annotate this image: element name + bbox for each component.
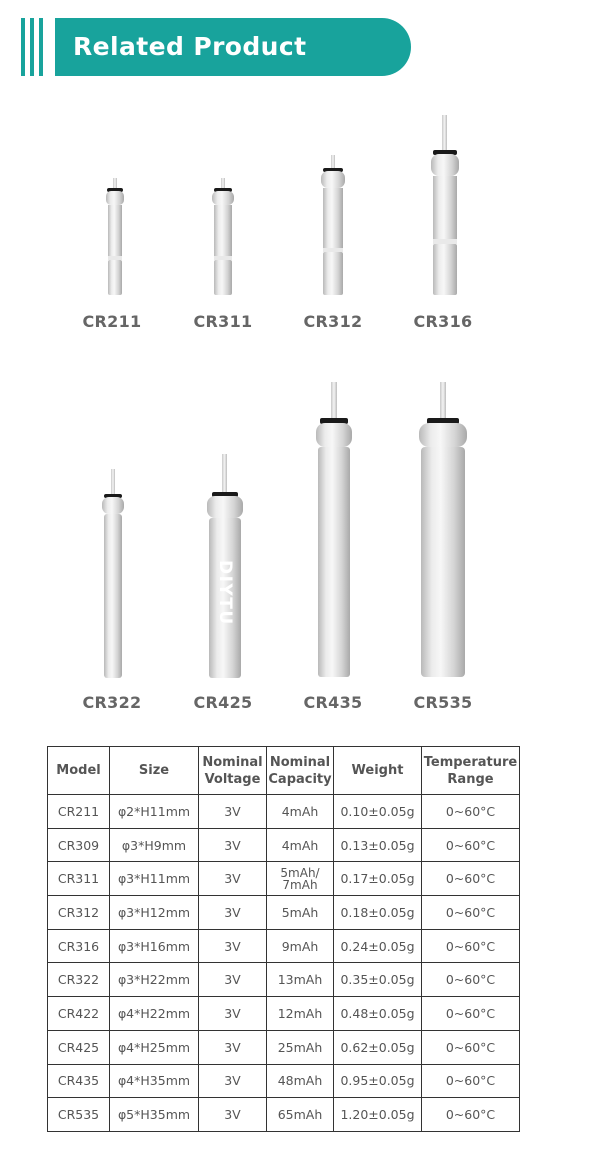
cell-temperature: 0~60°C [422, 963, 520, 997]
cell-voltage: 3V [199, 929, 267, 963]
cell-size: φ3*H9mm [110, 828, 199, 862]
cell-size: φ4*H25mm [110, 1030, 199, 1064]
cell-capacity: 5mAh [267, 896, 334, 930]
table-row [48, 997, 520, 1031]
cell-voltage: 3V [199, 997, 267, 1031]
section-title: Related Product [73, 32, 307, 61]
cell-size: φ4*H35mm [110, 1064, 199, 1098]
cell-voltage: 3V [199, 896, 267, 930]
product-label-cr312: CR312 [303, 312, 363, 331]
cell-temperature: 0~60°C [422, 828, 520, 862]
cell-temperature: 0~60°C [422, 896, 520, 930]
table-header-row [48, 747, 520, 795]
cell-temperature: 0~60°C [422, 1098, 520, 1132]
cell-capacity: 9mAh [267, 929, 334, 963]
cell-capacity: 65mAh [267, 1098, 334, 1132]
cell-model: CR535 [48, 1098, 110, 1132]
cell-weight: 0.24±0.05g [334, 929, 422, 963]
table-row [48, 1098, 520, 1132]
cell-voltage: 3V [199, 828, 267, 862]
cell-voltage: 3V [199, 963, 267, 997]
cell-model: CR425 [48, 1030, 110, 1064]
cell-weight: 0.10±0.05g [334, 795, 422, 829]
cell-size: φ3*H11mm [110, 862, 199, 896]
cell-size: φ3*H12mm [110, 896, 199, 930]
product-label-cr311: CR311 [193, 312, 253, 331]
header-voltage: Nominal Voltage [199, 747, 267, 795]
cell-temperature: 0~60°C [422, 795, 520, 829]
table-row [48, 1064, 520, 1098]
cell-size: φ2*H11mm [110, 795, 199, 829]
cell-model: CR422 [48, 997, 110, 1031]
cell-weight: 0.95±0.05g [334, 1064, 422, 1098]
header-size: Size [110, 747, 199, 795]
cell-temperature: 0~60°C [422, 997, 520, 1031]
battery-image-cr322 [95, 466, 131, 681]
cell-capacity: 13mAh [267, 963, 334, 997]
cell-capacity: 25mAh [267, 1030, 334, 1064]
table-row [48, 896, 520, 930]
cell-weight: 1.20±0.05g [334, 1098, 422, 1132]
cell-model: CR435 [48, 1064, 110, 1098]
battery-image-cr316 [425, 112, 465, 297]
spec-table [47, 746, 520, 1132]
battery-image-cr211 [97, 175, 133, 297]
body-print: DIYTU [215, 560, 235, 626]
product-label-cr435: CR435 [303, 693, 363, 712]
table-row [48, 862, 520, 896]
cell-weight: 0.17±0.05g [334, 862, 422, 896]
battery-image-cr311 [205, 175, 241, 297]
cell-weight: 0.48±0.05g [334, 997, 422, 1031]
cell-size: φ4*H22mm [110, 997, 199, 1031]
banner-stripe [21, 18, 25, 76]
cell-model: CR322 [48, 963, 110, 997]
cell-model: CR312 [48, 896, 110, 930]
product-label-cr535: CR535 [413, 693, 473, 712]
banner-stripe [30, 18, 34, 76]
cell-size: φ3*H16mm [110, 929, 199, 963]
product-label-cr322: CR322 [82, 693, 142, 712]
cell-model: CR316 [48, 929, 110, 963]
battery-image-cr425 [203, 452, 247, 682]
cell-weight: 0.18±0.05g [334, 896, 422, 930]
header-capacity: Nominal Capacity [267, 747, 334, 795]
table-row [48, 963, 520, 997]
header-weight: Weight [334, 747, 422, 795]
cell-weight: 0.62±0.05g [334, 1030, 422, 1064]
cell-capacity: 5mAh/ 7mAh [267, 862, 334, 896]
cell-voltage: 3V [199, 1064, 267, 1098]
cell-weight: 0.35±0.05g [334, 963, 422, 997]
cell-model: CR211 [48, 795, 110, 829]
cell-capacity: 4mAh [267, 795, 334, 829]
header-temperature: Temperature Range [422, 747, 520, 795]
battery-image-cr535 [416, 380, 470, 680]
table-row [48, 929, 520, 963]
table-row [48, 1030, 520, 1064]
cell-voltage: 3V [199, 1030, 267, 1064]
cell-voltage: 3V [199, 1098, 267, 1132]
table-row [48, 795, 520, 829]
product-label-cr425: CR425 [193, 693, 253, 712]
cell-temperature: 0~60°C [422, 862, 520, 896]
cell-size: φ3*H22mm [110, 963, 199, 997]
cell-voltage: 3V [199, 795, 267, 829]
cell-model: CR309 [48, 828, 110, 862]
cell-capacity: 48mAh [267, 1064, 334, 1098]
product-label-cr211: CR211 [82, 312, 142, 331]
cell-temperature: 0~60°C [422, 1030, 520, 1064]
cell-temperature: 0~60°C [422, 1064, 520, 1098]
cell-voltage: 3V [199, 862, 267, 896]
cell-weight: 0.13±0.05g [334, 828, 422, 862]
battery-image-cr312 [315, 152, 351, 297]
product-label-cr316: CR316 [413, 312, 473, 331]
cell-model: CR311 [48, 862, 110, 896]
section-banner [21, 18, 411, 76]
banner-stripe [39, 18, 43, 76]
cell-temperature: 0~60°C [422, 929, 520, 963]
battery-image-cr435 [311, 380, 357, 680]
header-model: Model [48, 747, 110, 795]
cell-size: φ5*H35mm [110, 1098, 199, 1132]
cell-capacity: 4mAh [267, 828, 334, 862]
table-row [48, 828, 520, 862]
cell-capacity: 12mAh [267, 997, 334, 1031]
